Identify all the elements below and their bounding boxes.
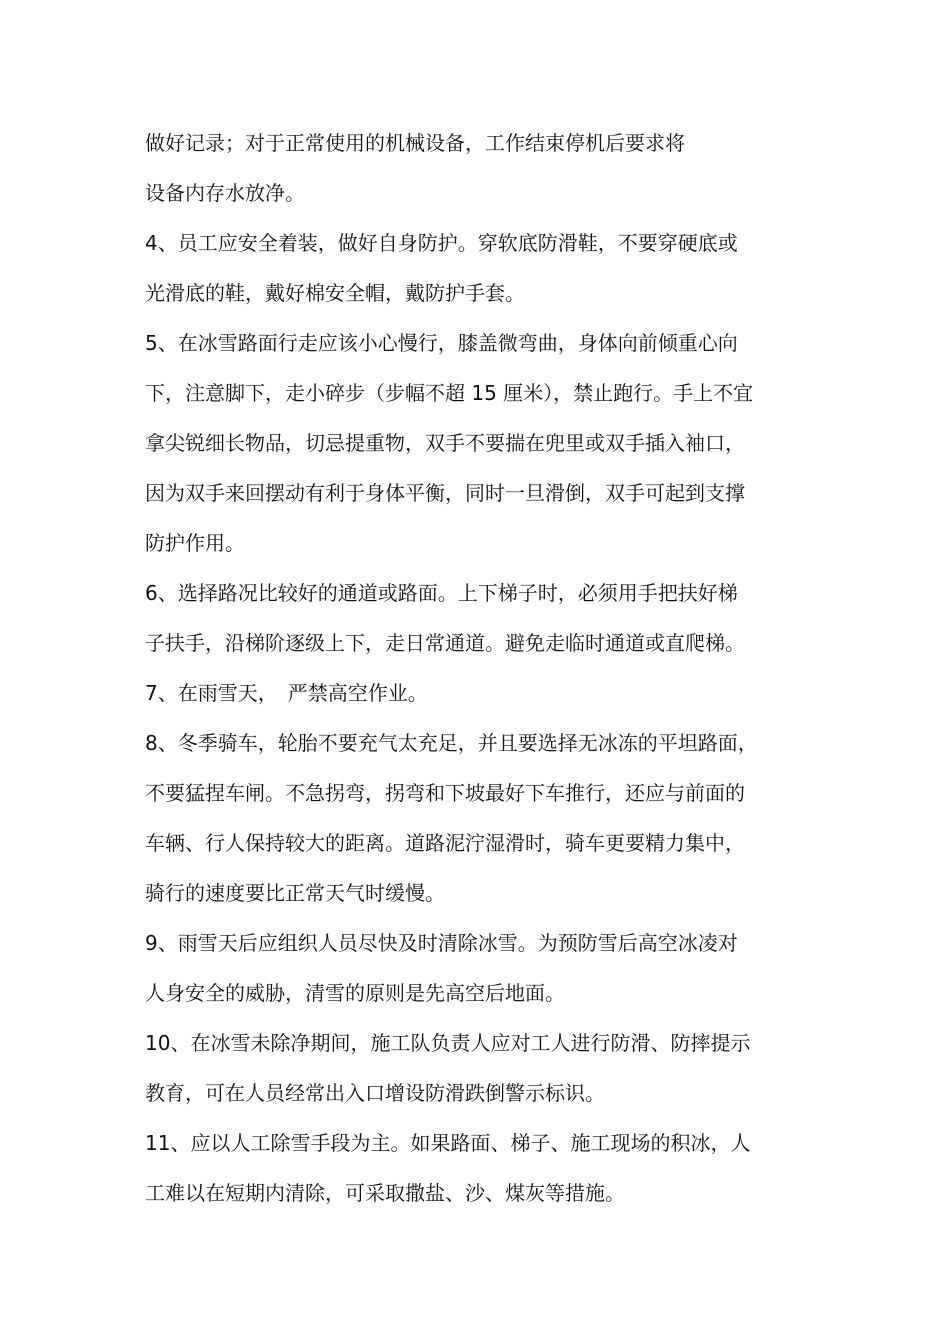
text-line: 5、在冰雪路面行走应该小心慢行，膝盖微弯曲，身体向前倾重心向 <box>145 331 738 355</box>
text-line: 工难以在短期内清除，可采取撒盐、沙、煤灰等措施。 <box>145 1181 625 1205</box>
text-line: 设备内存水放净。 <box>145 181 305 205</box>
text-line: 人身安全的威胁，清雪的原则是先高空后地面。 <box>145 981 565 1005</box>
text-line: 9、雨雪天后应组织人员尽快及时清除冰雪。为预防雪后高空冰凌对 <box>145 931 738 955</box>
text-line: 下，注意脚下，走小碎步（步幅不超 15 厘米），禁止跑行。手上不宜 <box>145 381 754 405</box>
text-line: 11、应以人工除雪手段为主。如果路面、梯子、施工现场的积冰，人 <box>145 1131 751 1155</box>
text-line: 拿尖锐细长物品，切忌提重物，双手不要揣在兜里或双手插入袖口， <box>145 431 745 455</box>
text-line: 子扶手，沿梯阶逐级上下，走日常通道。避免走临时通道或直爬梯。 <box>145 631 745 655</box>
text-line: 教育，可在人员经常出入口增设防滑跌倒警示标识。 <box>145 1081 605 1105</box>
text-line: 10、在冰雪未除净期间，施工队负责人应对工人进行防滑、防摔提示 <box>145 1031 751 1055</box>
text-line: 做好记录；对于正常使用的机械设备，工作结束停机后要求将 <box>145 131 685 155</box>
document-body <box>145 118 815 1218</box>
text-line: 8、冬季骑车，轮胎不要充气太充足，并且要选择无冰冻的平坦路面， <box>145 731 758 755</box>
text-line: 防护作用。 <box>145 531 245 555</box>
text-line: 不要猛捏车闸。不急拐弯，拐弯和下坡最好下车推行，还应与前面的 <box>145 781 745 805</box>
text-line: 光滑底的鞋，戴好棉安全帽，戴防护手套。 <box>145 281 525 305</box>
text-line: 6、选择路况比较好的通道或路面。上下梯子时，必须用手把扶好梯 <box>145 581 738 605</box>
text-line: 车辆、行人保持较大的距离。道路泥泞湿滑时，骑车更要精力集中， <box>145 831 745 855</box>
text-line: 4、员工应安全着装，做好自身防护。穿软底防滑鞋，不要穿硬底或 <box>145 231 738 255</box>
text-line: 因为双手来回摆动有利于身体平衡，同时一旦滑倒，双手可起到支撑 <box>145 481 745 505</box>
text-line: 骑行的速度要比正常天气时缓慢。 <box>145 881 445 905</box>
text-line: 7、在雨雪天， 严禁高空作业。 <box>145 681 428 705</box>
